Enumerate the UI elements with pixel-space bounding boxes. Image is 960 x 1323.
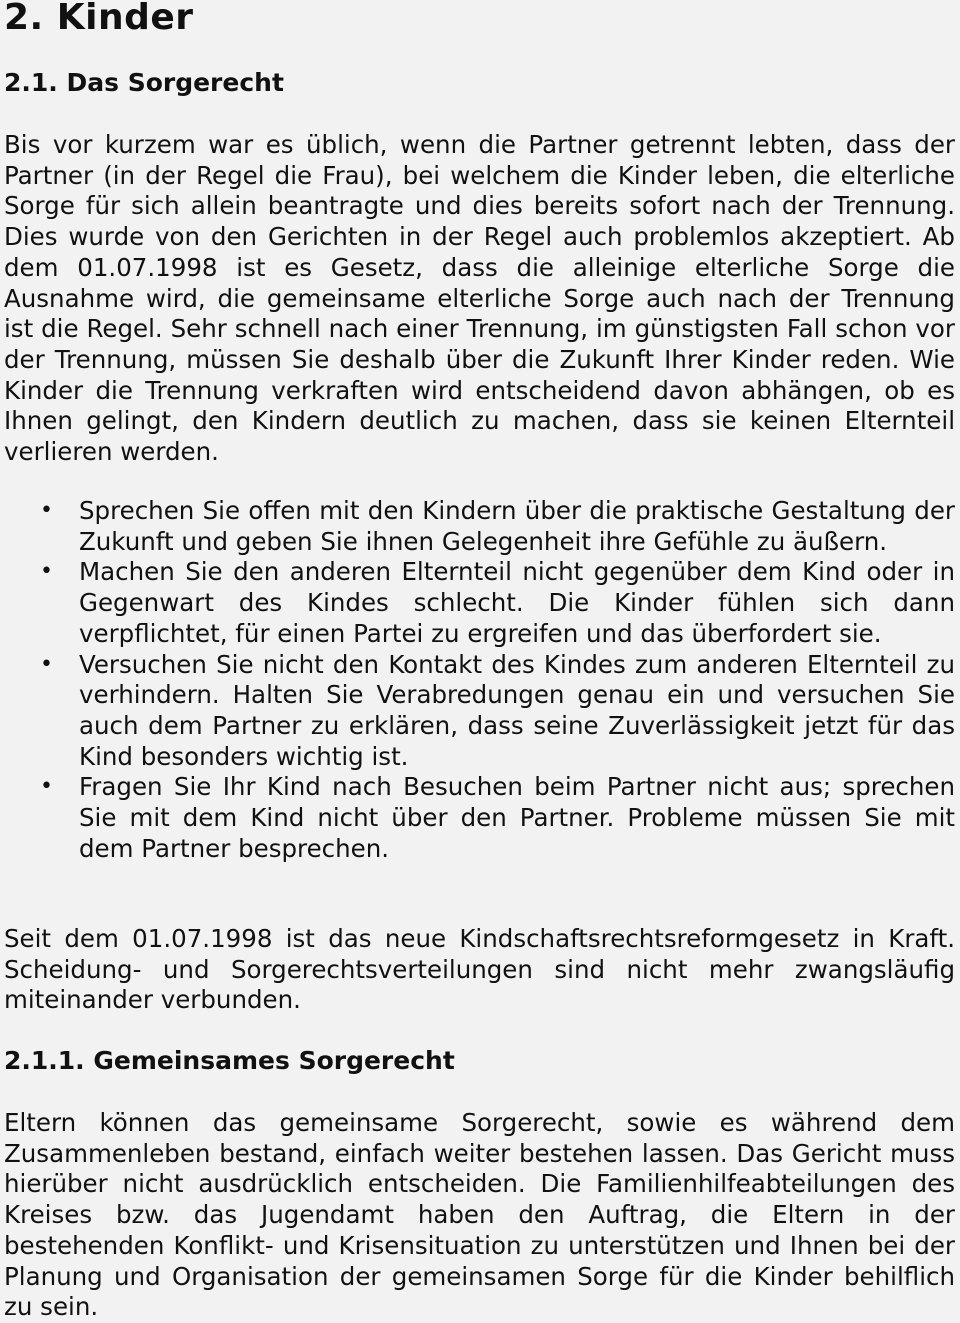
list-item-text: Versuchen Sie nicht den Kontakt des Kindes zum anderen Elternteil zu verhindern. Halten Sie Verabredungen genau ein und versuchen Sie auch dem Partner zu erklären, dass seine Zuverlässigkeit jetzt für das Kind besonders wichtig ist. bbox=[79, 649, 955, 771]
list-item bbox=[4, 772, 955, 864]
bullet-icon: • bbox=[40, 498, 53, 523]
bullet-icon: • bbox=[40, 651, 53, 677]
intro-paragraph: Bis vor kurzem war es üblich, wenn die Partner getrennt lebten, dass der Partner (in der Regel die Frau), bei welchem die Kinder leben, die elterliche Sorge für sich allein beantragte und dies bereits sofort nach der Trennung. Dies wurde von den Gerichten in der Regel auch problemlos akzeptiert. Ab dem 01.07.1998 ist es Gesetz, dass die alleinige elterliche Sorge die Ausnahme wird, die gemeinsame elterliche Sorge auch nach der Trennung ist die Regel. Sehr schnell nach einer Trennung, im günstigsten Fall schon vor der Trennung, müssen Sie deshalb über die Zukunft Ihrer Kinder reden. Wie Kinder die Trennung verkraften wird entscheidend davon abhängen, ob es Ihnen gelingt, den Kindern deutlich zu machen, dass sie keinen Elternteil verlieren werden. bbox=[4, 130, 955, 467]
list-item-text: Sprechen Sie offen mit den Kindern über die praktische Gestaltung der Zukunft und geben Sie ihnen Gelegenheit ihre Gefühle zu äußern. bbox=[79, 496, 955, 556]
advice-list bbox=[4, 496, 955, 864]
chapter-heading: 2. Kinder bbox=[4, 0, 194, 38]
bullet-icon: • bbox=[40, 559, 53, 585]
section-heading: 2.1. Das Sorgerecht bbox=[4, 68, 284, 97]
joint-custody-paragraph: Eltern können das gemeinsame Sorgerecht, sowie es während dem Zusammenleben bestand, einfach weiter bestehen lassen. Das Gericht muss hierüber nicht ausdrücklich entscheiden. Die Familienhilfeabteilungen des Kreises bzw. das Jugendamt haben den Auftrag, die Eltern in der bestehenden Konflikt- und Krisensituation zu unterstützen und Ihnen bei der Planung und Organisation der gemeinsamen Sorge für die Kinder behilflich zu sein. bbox=[4, 1108, 955, 1322]
list-item-text: Fragen Sie Ihr Kind nach Besuchen beim Partner nicht aus; sprechen Sie mit dem Kind nicht über den Partner. Probleme müssen Sie mit dem Partner besprechen. bbox=[79, 772, 955, 863]
bullet-icon: • bbox=[40, 774, 53, 800]
subsection-heading: 2.1.1. Gemeinsames Sorgerecht bbox=[4, 1046, 455, 1075]
list-item-text: Machen Sie den anderen Elternteil nicht gegenüber dem Kind oder in Gegenwart des Kindes schlecht. Die Kinder fühlen sich dann verpflichtet, für einen Partei zu ergreifen und das überfordert sie. bbox=[79, 557, 955, 648]
list-item bbox=[4, 650, 955, 773]
list-item bbox=[4, 557, 955, 649]
list-item bbox=[4, 496, 955, 557]
law-paragraph: Seit dem 01.07.1998 ist das neue Kindschaftsrechtsreformgesetz in Kraft. Scheidung- und Sorgerechtsverteilungen sind nicht mehr zwangsläufig miteinander verbunden. bbox=[4, 924, 955, 1015]
